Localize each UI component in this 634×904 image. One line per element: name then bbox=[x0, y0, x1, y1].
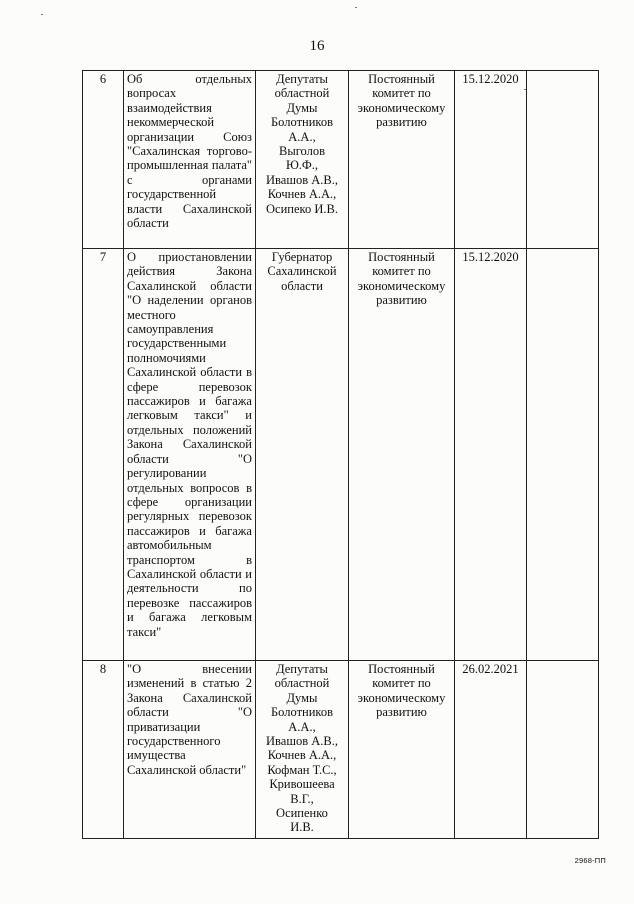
consideration-date: 15.12.2020 bbox=[455, 249, 527, 661]
scan-speck bbox=[524, 89, 526, 90]
legislation-schedule-table bbox=[82, 70, 599, 839]
document-code: 2968-ПП bbox=[574, 856, 606, 865]
table-row bbox=[83, 661, 599, 839]
bill-title: Об отдельных вопросах взаимодействия некоммерческой организации Союз "Сахалинская торгово-промышленная палата" с органами государственной власти Сахалинской области bbox=[124, 71, 256, 249]
responsible-committee: Постоянный комитет по экономическому развитию bbox=[349, 71, 455, 249]
bill-title: О приостановлении действия Закона Сахалинской области "О наделении органов местного самоуправления государственными полномочиями Сахалинской области в сфере перевозок пассажиров и багажа легковым такси" и отдельных положений Закона Сахалинской области "О регулировании отдельных вопросов в сфере организации регулярных перевозок пассажиров и багажа автомобильным транспортом в Сахалинской области и деятельности по перевозке пассажиров и багажа легковым такси" bbox=[124, 249, 256, 661]
table-row bbox=[83, 71, 599, 249]
row-number: 7 bbox=[83, 249, 124, 661]
consideration-date: 26.02.2021 bbox=[455, 661, 527, 839]
table-row bbox=[83, 249, 599, 661]
scan-speck bbox=[355, 7, 357, 8]
note-cell bbox=[527, 249, 599, 661]
scan-speck bbox=[41, 14, 43, 15]
bill-author: Депутаты областной Думы Болотников А.А., Выголов Ю.Ф., Ивашов А.В., Кочнев А.А., Осипеко И.В. bbox=[256, 71, 349, 249]
row-number: 6 bbox=[83, 71, 124, 249]
responsible-committee: Постоянный комитет по экономическому развитию bbox=[349, 249, 455, 661]
note-cell bbox=[527, 661, 599, 839]
bill-title: "О внесении изменений в статью 2 Закона Сахалинской области "О приватизации государственного имущества Сахалинской области" bbox=[124, 661, 256, 839]
consideration-date: 15.12.2020 bbox=[455, 71, 527, 249]
bill-author: Губернатор Сахалинской области bbox=[256, 249, 349, 661]
bill-author: Депутаты областной Думы Болотников А.А., Ивашов А.В., Кочнев А.А., Кофман Т.С., Кривошеева В.Г., Осипенко И.В. bbox=[256, 661, 349, 839]
note-cell bbox=[527, 71, 599, 249]
row-number: 8 bbox=[83, 661, 124, 839]
responsible-committee: Постоянный комитет по экономическому развитию bbox=[349, 661, 455, 839]
page-number: 16 bbox=[309, 38, 325, 54]
